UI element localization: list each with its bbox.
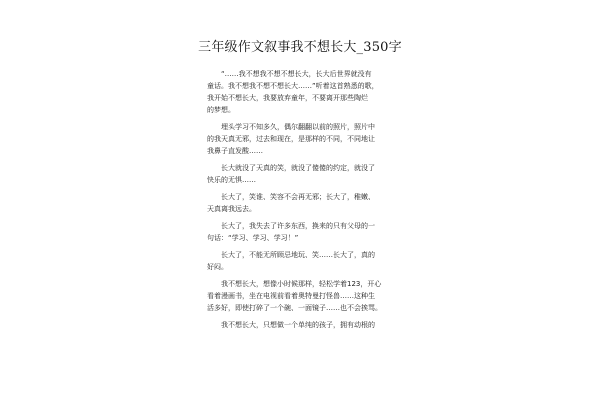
- paragraph-line: 长大了，不能无所顾忌地玩、笑……长大了，真的: [221, 251, 375, 259]
- document-body: [207, 68, 397, 331]
- paragraph-line: 的梦想。: [207, 106, 235, 114]
- paragraph-line: 我不想长大，想像小时候那样，轻松学着123，开心: [221, 280, 382, 288]
- paragraph-line: 童话。我不想我不想不想长大……”听着这首熟悉的歌，: [207, 82, 379, 90]
- paragraph-line: 我不想长大，只想做一个单纯的孩子，拥有动根的: [221, 321, 375, 329]
- paragraph-line: 好闷。: [207, 263, 228, 271]
- paragraph-line: 长大了，笑谁、笑容不会再无邪；长大了，稚嫩、: [221, 193, 375, 201]
- paragraph-line: 长大就没了天真的笑，就没了傻傻的约定，就没了: [221, 164, 375, 172]
- paragraph-line: 句话：“学习、学习、学习！”: [207, 234, 299, 242]
- paragraph-line: 活多好，即使打碎了一个碗、一面镜子……也不会挨骂。: [207, 304, 382, 312]
- paragraph-line: 的我天真无邪，过去和现在，是那样的不同，不同地让: [207, 135, 375, 143]
- paragraph-line: 快乐的无惧……: [207, 176, 256, 184]
- paragraph-line: “……我不想我不想不想长大，长大后世界就没有: [221, 70, 372, 78]
- paragraph-line: 长大了，我失去了许多东西，换来的只有父母的一: [221, 222, 375, 230]
- paragraph-line: 我鼻子直发酸……: [207, 147, 263, 155]
- paragraph-line: 我开始不想长大，我要放弃童年，不要离开那些陶烂: [207, 94, 368, 102]
- paragraph-line: 埋头学习不知多久，偶尔翻翻以前的照片，照片中: [221, 123, 375, 131]
- paragraph-line: 天真离我远去。: [207, 205, 256, 213]
- paragraph-line: 看着漫画书，坐在电视前看着奥特曼打怪兽……这种生: [207, 292, 375, 300]
- document-title: 三年级作文叙事我不想长大_350字: [198, 40, 402, 55]
